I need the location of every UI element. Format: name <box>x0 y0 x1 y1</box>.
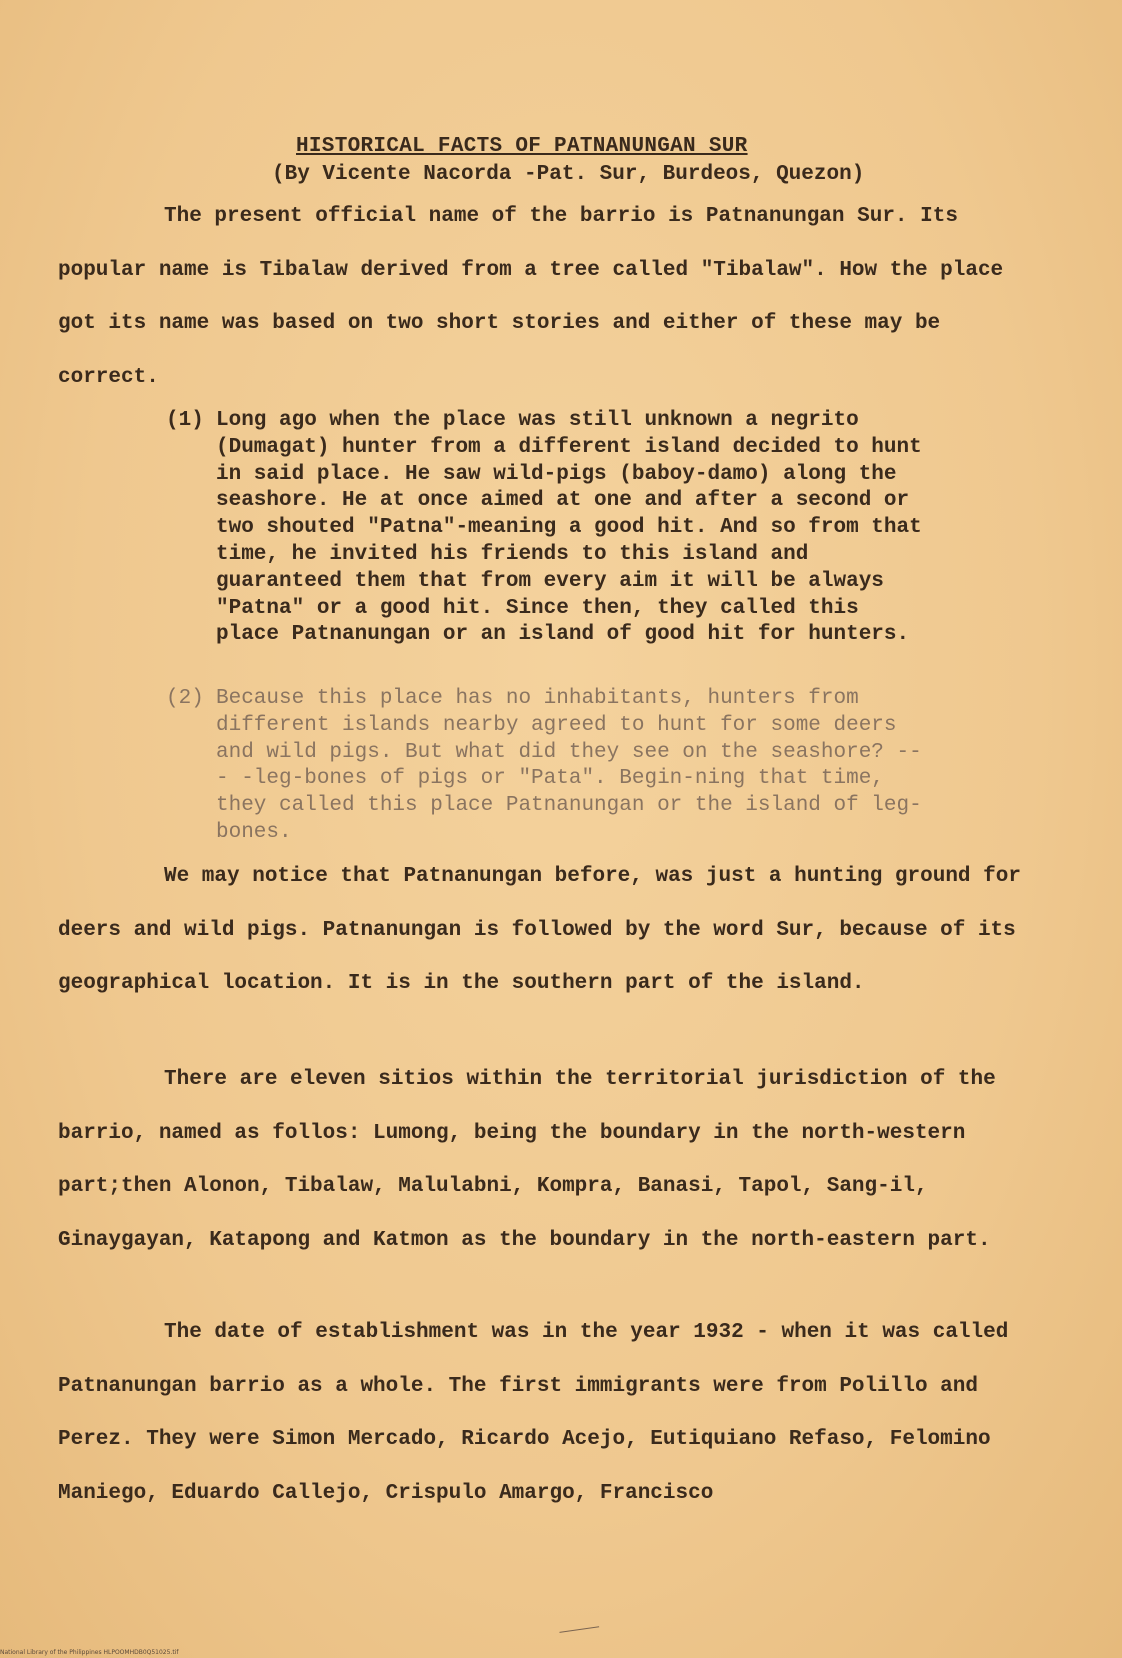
paragraph-4-text: The date of establishment was in the year 1932 - when it was called Patnanungan barrio as a whole. The first immigrants were from Polillo and Perez. They were Simon Mercado, Ricardo Acejo, Eutiquiano Refaso, Felomino Maniego, Eduardo Callejo, Crispulo Amargo, Francisco <box>58 1321 1009 1505</box>
pencil-mark <box>559 1626 600 1642</box>
paragraph-2-text: We may notice that Patnanungan before, was just a hunting ground for deers and wild pigs. Patnanungan is followed by the word Sur, because of its geographical location. It is in the southern part of the island. <box>58 865 1021 995</box>
document-title: HISTORICAL FACTS OF PATNANUNGAN SUR <box>296 135 748 158</box>
archive-footer: National Library of the Philippines HLPOOMHDB0Q51025.tif <box>0 1649 179 1656</box>
list-item-2-number: (2) <box>166 687 204 710</box>
paragraph-2 <box>58 850 1048 1011</box>
document-byline: (By Vicente Nacorda -Pat. Sur, Burdeos, Quezon) <box>272 163 865 186</box>
paragraph-3 <box>58 1053 1048 1267</box>
list-item-1 <box>166 408 926 649</box>
list-item-2 <box>166 686 926 847</box>
paragraph-1-text: The present official name of the barrio is Patnanungan Sur. Its popular name is Tibalaw derived from a tree called "Tibalaw". How the place got its name was based on two short stories and either of these may be correct. <box>58 205 1004 389</box>
paragraph-1 <box>58 190 1048 404</box>
list-item-1-number: (1) <box>166 409 204 432</box>
list-item-2-text: Because this place has no inhabitants, hunters from different islands nearby agreed to hunt for some deers and wild pigs. But what did they see on the seashore? --- -leg-bones of pigs or "Pata". Begin-ning that time, they called this place Patnanungan or the island of leg-bones. <box>216 687 922 844</box>
paragraph-4 <box>58 1306 1048 1520</box>
list-item-1-text: Long ago when the place was still unknown a negrito (Dumagat) hunter from a different island decided to hunt in said place. He saw wild-pigs (baboy-damo) along the seashore. He at once aimed at one and after a second or two shouted "Patna"-meaning a good hit. And so from that time, he invited his friends to this island and guaranteed them that from every aim it will be always "Patna" or a good hit. Since then, they called this place Patnanungan or an island of good hit for hunters. <box>216 409 922 647</box>
paragraph-3-text: There are eleven sitios within the territorial jurisdiction of the barrio, named as follos: Lumong, being the boundary in the north-western part;then Alonon, Tibalaw, Malulabni, Kompra, Banasi, Tapol, Sang-il, Ginaygayan, Katapong and Katmon as the boundary in the north-eastern part. <box>58 1068 996 1252</box>
